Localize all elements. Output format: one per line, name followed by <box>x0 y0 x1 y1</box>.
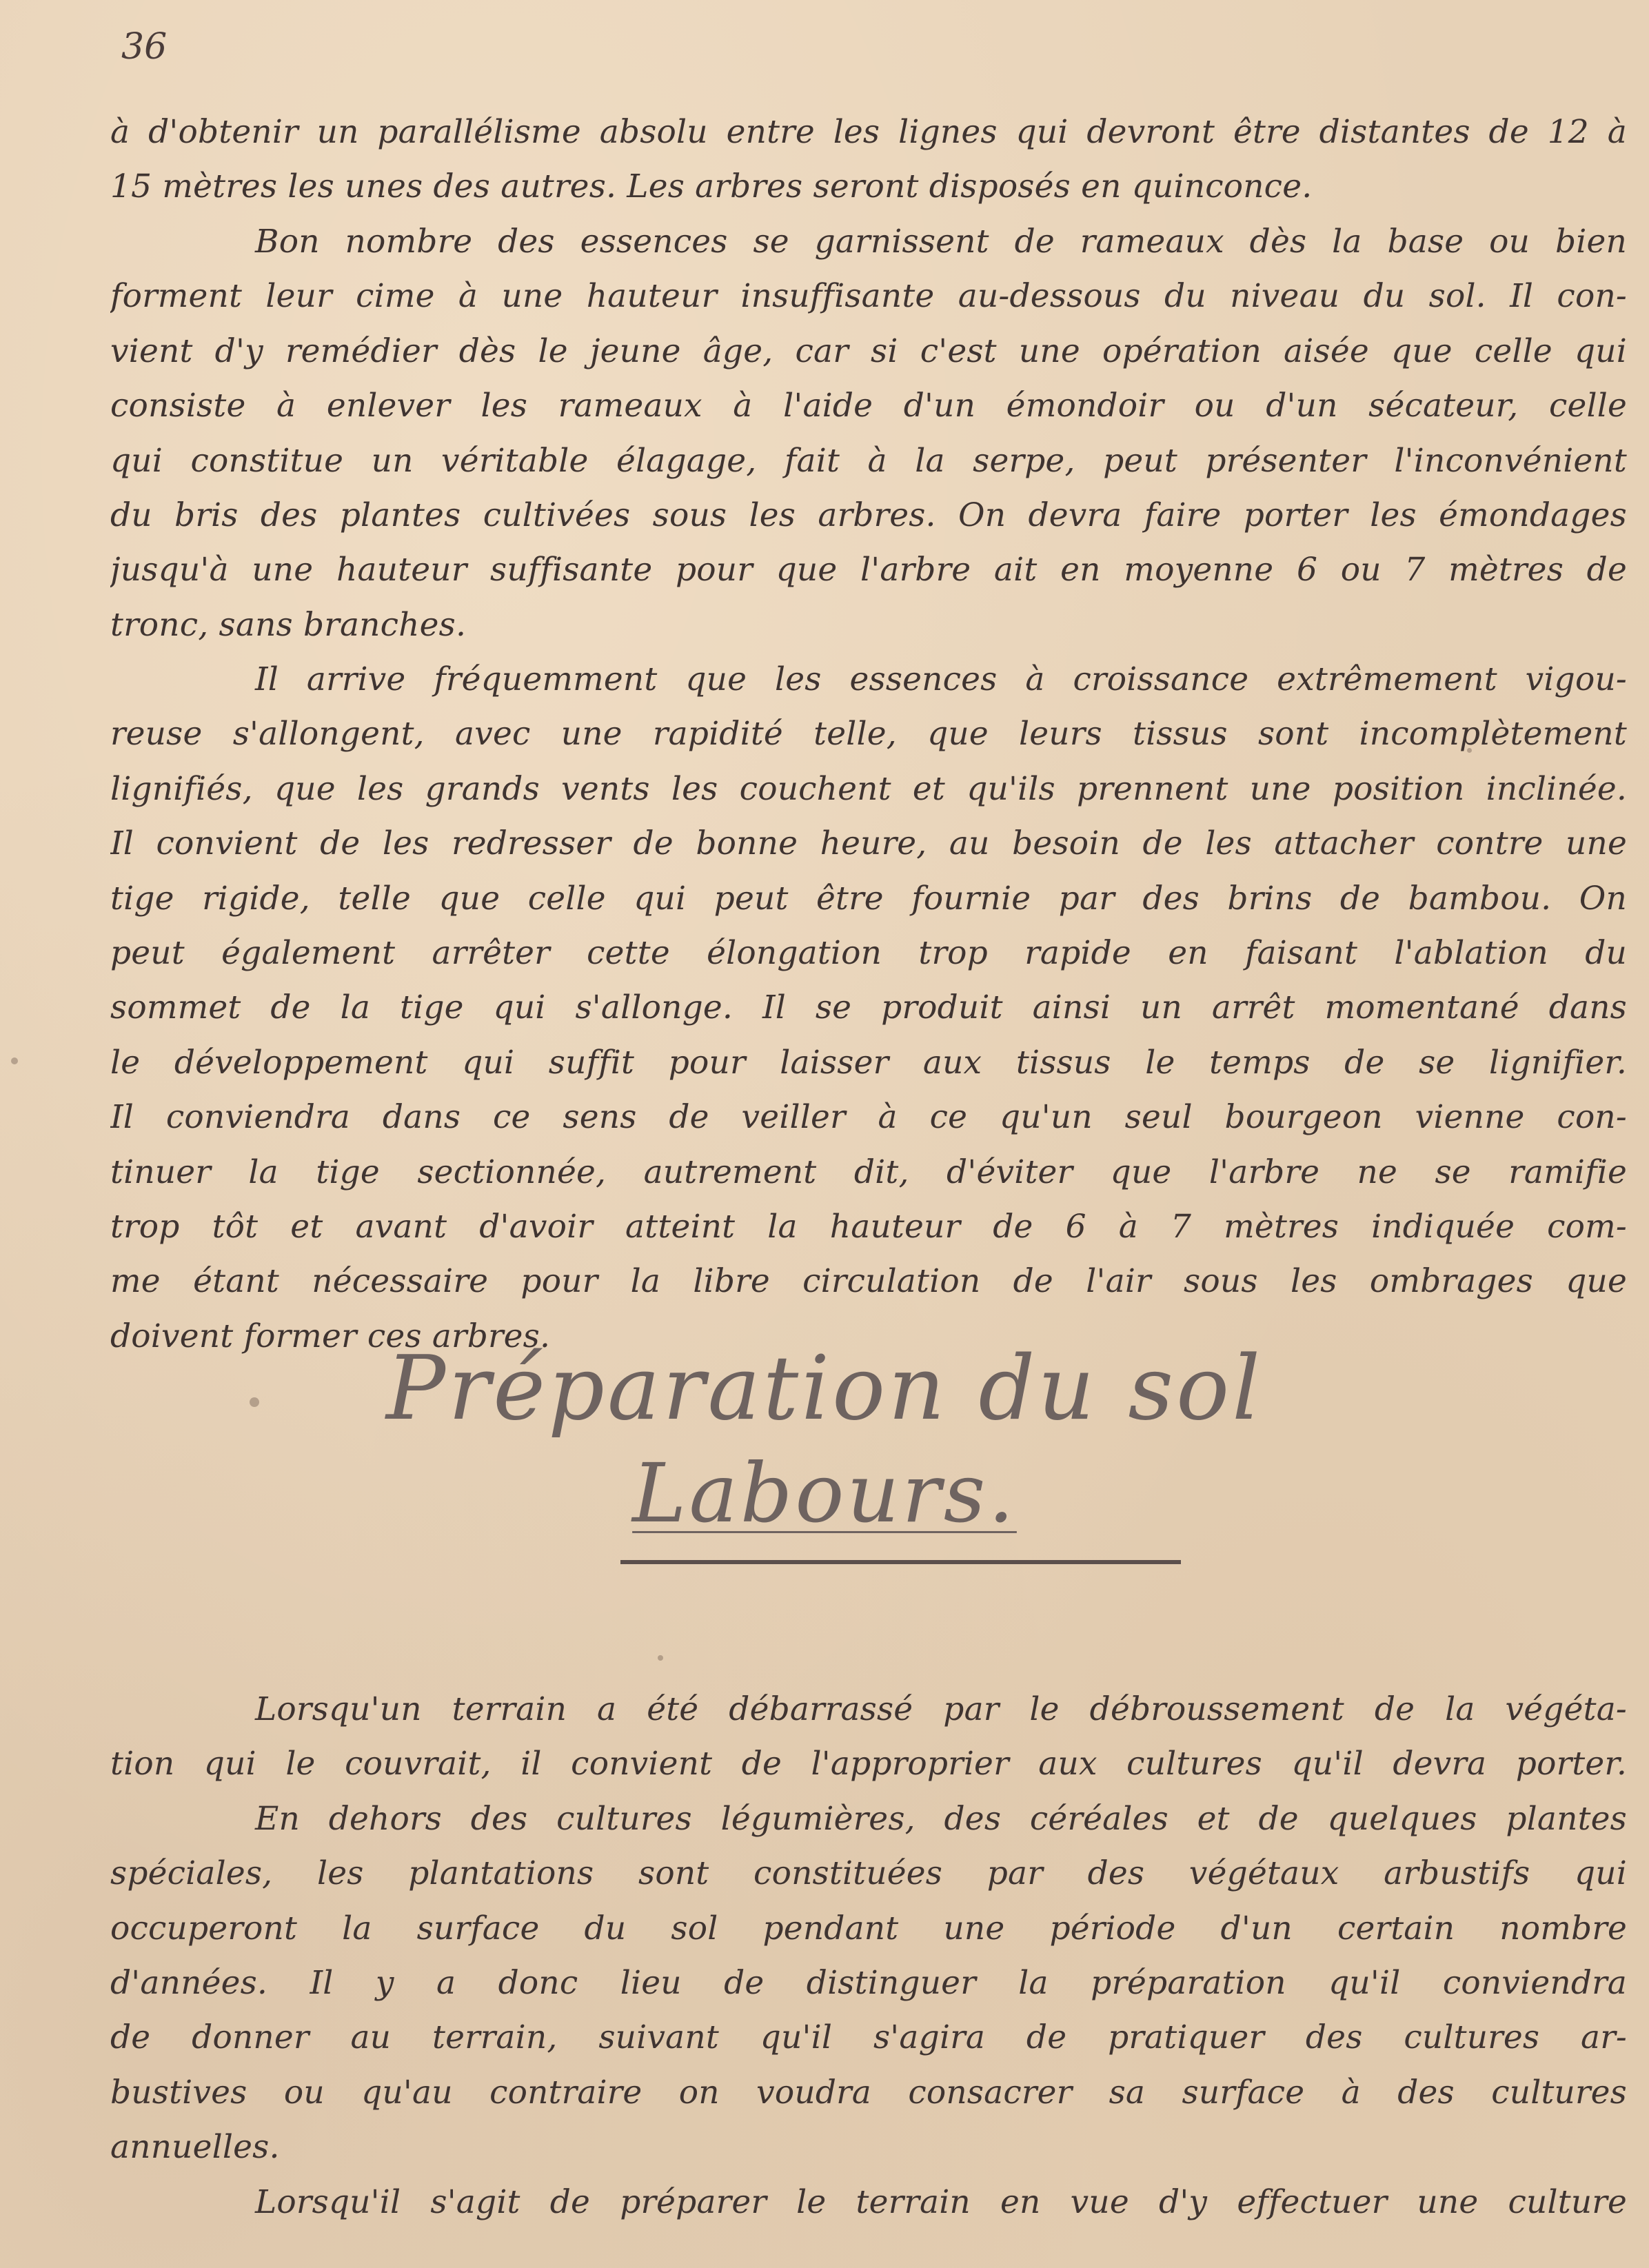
paper-speck <box>1467 748 1472 753</box>
text-line: occuperont la surface du sol pendant une période d'un certain nombre <box>110 1909 1627 1947</box>
text-line: Bon nombre des essences se garnissent de rameaux dès la base ou bien <box>255 223 1627 261</box>
text-line: du bris des plantes cultivées sous les arbres. On devra faire porter les émondages <box>110 496 1627 534</box>
text-line: En dehors des cultures légumières, des céréales et de quelques plantes <box>255 1799 1627 1838</box>
text-line: spéciales, les plantations sont constituées par des végétaux arbustifs qui <box>110 1854 1627 1893</box>
paragraph-continuation <box>110 105 1627 214</box>
paragraph-pruning <box>110 214 1627 652</box>
text-line: Lorsqu'il s'agit de préparer le terrain en vue d'y effectuer une culture <box>255 2183 1627 2221</box>
text-line: Il arrive fréquemment que les essences à croissance extrêmement vigou- <box>255 660 1627 698</box>
text-line: qui constitue un véritable élagage, fait à la serpe, peut présenter l'inconvénient <box>110 441 1627 480</box>
text-line: tronc, sans branches. <box>110 605 467 644</box>
text-line: à d'obtenir un parallélisme absolu entre les lignes qui devront être distantes de 12 à <box>110 113 1627 151</box>
paper-speck <box>658 1655 663 1661</box>
text-line: peut également arrêter cette élongation trop rapide en faisant l'ablation du <box>110 933 1627 972</box>
text-line: Il convient de les redresser de bonne heure, au besoin de les attacher contre une <box>110 824 1627 863</box>
text-line: d'années. Il y a donc lieu de distinguer la préparation qu'il conviendra <box>110 1963 1627 2002</box>
text-line: de donner au terrain, suivant qu'il s'agira de pratiquer des cultures ar- <box>110 2018 1627 2057</box>
section-subtitle: Labours. <box>632 1446 1017 1541</box>
text-line: bustives ou qu'au contraire on voudra consacrer sa surface à des cultures <box>110 2073 1627 2112</box>
text-line: jusqu'à une hauteur suffisante pour que l'arbre ait en moyenne 6 ou 7 mètres de <box>110 551 1627 589</box>
text-line: annuelles. <box>110 2128 280 2167</box>
paragraph-growth <box>110 652 1627 1364</box>
text-line: tion qui le couvrait, il convient de l'approprier aux cultures qu'il devra porter. <box>110 1745 1627 1783</box>
text-line: sommet de la tige qui s'allonge. Il se produit ainsi un arrêt momentané dans <box>110 989 1627 1027</box>
text-line: me étant nécessaire pour la libre circulation de l'air sous les ombrages que <box>110 1262 1627 1301</box>
text-line: doivent former ces arbres. <box>110 1317 551 1355</box>
text-line: trop tôt et avant d'avoir atteint la hauteur de 6 à 7 mètres indiquée com- <box>110 1207 1627 1246</box>
text-line: consiste à enlever les rameaux à l'aide d'un émondoir ou d'un sécateur, celle <box>110 387 1627 425</box>
paper-speck <box>250 1397 259 1407</box>
heading-rule <box>620 1560 1181 1564</box>
paragraph-soil-preparation <box>110 1682 1627 2229</box>
paper-speck <box>11 1057 18 1064</box>
text-line: le développement qui suffit pour laisser aux tissus le temps de se lignifier. <box>110 1043 1627 1082</box>
section-title: Préparation du sol <box>385 1337 1264 1440</box>
text-line: tinuer la tige sectionnée, autrement dit, d'éviter que l'arbre ne se ramifie <box>110 1153 1627 1191</box>
text-line: Lorsqu'un terrain a été débarrassé par le débroussement de la végéta- <box>255 1690 1627 1728</box>
page-number: 36 <box>121 26 168 68</box>
text-line: tige rigide, telle que celle qui peut être fournie par des brins de bambou. On <box>110 879 1627 918</box>
text-line: forment leur cime à une hauteur insuffisante au-dessous du niveau du sol. Il con- <box>110 277 1627 316</box>
text-line: reuse s'allongent, avec une rapidité telle, que leurs tissus sont incomplètement <box>110 715 1627 753</box>
text-line: Il conviendra dans ce sens de veiller à ce qu'un seul bourgeon vienne con- <box>110 1098 1627 1137</box>
text-line: lignifiés, que les grands vents les couchent et qu'ils prennent une position inclinée. <box>110 769 1627 808</box>
text-line: 15 mètres les unes des autres. Les arbres seront disposés en quinconce. <box>110 168 1313 206</box>
text-line: vient d'y remédier dès le jeune âge, car si c'est une opération aisée que celle qui <box>110 332 1627 370</box>
